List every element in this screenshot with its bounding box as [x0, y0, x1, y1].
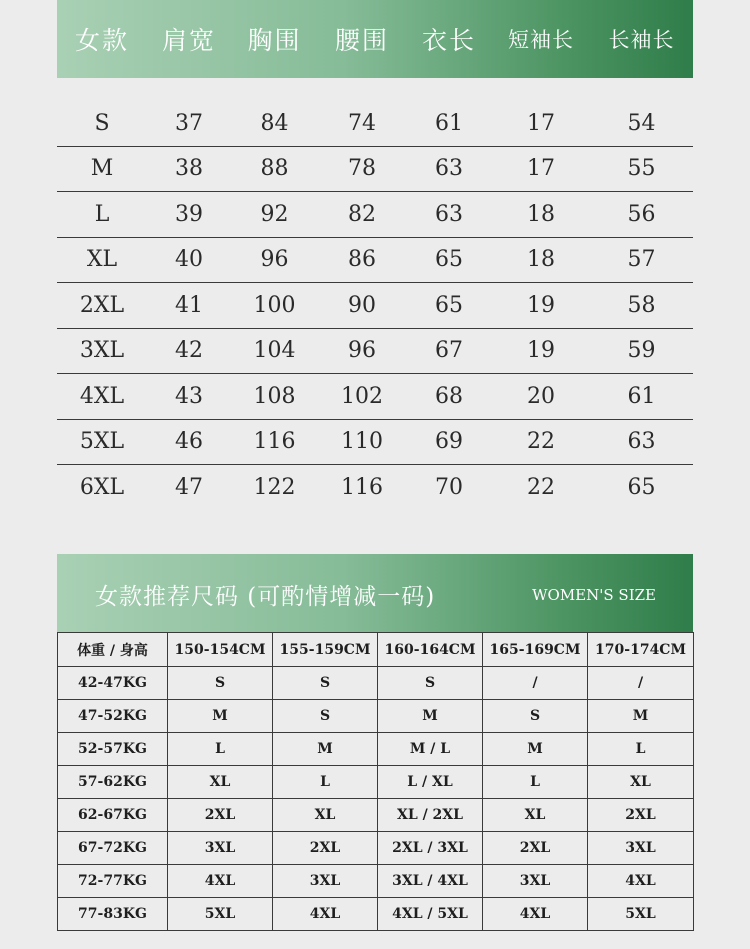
cell-waist: 102	[341, 383, 383, 409]
cell-length: 65	[435, 247, 463, 273]
cell-recommended-size: 2XL / 3XL	[378, 832, 483, 865]
cell-waist: 74	[348, 110, 376, 136]
cell-recommended-size: 3XL	[168, 832, 273, 865]
cell-length: 69	[435, 429, 463, 455]
cell-size: L	[94, 201, 110, 227]
cell-recommended-size: M	[273, 733, 378, 766]
cell-shoulder: 43	[175, 383, 203, 409]
cell-short-sleeve: 22	[527, 429, 555, 455]
cell-recommended-size: XL / 2XL	[378, 799, 483, 832]
cell-waist: 90	[348, 292, 376, 318]
cell-size: M	[90, 156, 114, 182]
size-chart-header	[57, 0, 693, 78]
cell-chest: 104	[253, 338, 296, 364]
cell-recommended-size: 3XL	[273, 865, 378, 898]
cell-recommended-size: 4XL	[168, 865, 273, 898]
size-chart-table	[57, 101, 693, 511]
table-row	[58, 733, 694, 766]
cell-recommended-size: 5XL	[588, 898, 694, 931]
table-row	[57, 329, 693, 375]
cell-recommended-size: /	[483, 667, 588, 700]
cell-weight-range: 62-67KG	[58, 799, 168, 832]
cell-chest: 88	[260, 156, 289, 182]
cell-shoulder: 41	[175, 292, 203, 318]
table-row	[58, 865, 694, 898]
cell-recommended-size: S	[483, 700, 588, 733]
cell-waist: 86	[348, 247, 376, 273]
cell-size: 4XL	[79, 383, 125, 409]
cell-length: 63	[435, 156, 463, 182]
header-height-range: 150-154CM	[168, 633, 273, 667]
cell-weight-range: 67-72KG	[58, 832, 168, 865]
cell-recommended-size: 5XL	[168, 898, 273, 931]
cell-recommended-size: L	[588, 733, 694, 766]
cell-recommended-size: L / XL	[378, 766, 483, 799]
cell-long-sleeve: 54	[627, 110, 656, 136]
cell-long-sleeve: 63	[627, 429, 656, 455]
cell-recommended-size: 2XL	[168, 799, 273, 832]
table-header-row	[58, 633, 694, 667]
cell-length: 61	[435, 110, 463, 136]
cell-recommended-size: 3XL / 4XL	[378, 865, 483, 898]
cell-waist: 82	[348, 201, 376, 227]
cell-recommended-size: M	[483, 733, 588, 766]
cell-short-sleeve: 19	[527, 338, 555, 364]
cell-length: 63	[435, 201, 463, 227]
header-height-range: 160-164CM	[378, 633, 483, 667]
table-row	[58, 766, 694, 799]
cell-length: 67	[435, 338, 463, 364]
cell-shoulder: 38	[175, 156, 203, 182]
table-row	[58, 700, 694, 733]
table-row	[57, 192, 693, 238]
cell-size: 5XL	[79, 429, 125, 455]
cell-shoulder: 39	[175, 201, 203, 227]
cell-recommended-size: XL	[588, 766, 694, 799]
header-waist: 腰围	[334, 26, 389, 55]
cell-shoulder: 42	[175, 338, 203, 364]
cell-weight-range: 42-47KG	[58, 667, 168, 700]
table-row	[57, 101, 693, 147]
cell-long-sleeve: 58	[627, 292, 656, 318]
cell-waist: 116	[341, 475, 383, 501]
cell-recommended-size: L	[273, 766, 378, 799]
cell-recommended-size: L	[483, 766, 588, 799]
header-shoulder: 肩宽	[161, 26, 216, 55]
cell-long-sleeve: 56	[627, 201, 656, 227]
recommendation-header	[57, 554, 693, 632]
cell-weight-range: 72-77KG	[58, 865, 168, 898]
cell-recommended-size: M	[588, 700, 694, 733]
cell-short-sleeve: 20	[527, 383, 555, 409]
cell-recommended-size: S	[168, 667, 273, 700]
cell-recommended-size: L	[168, 733, 273, 766]
cell-shoulder: 46	[175, 429, 203, 455]
cell-chest: 100	[253, 292, 296, 318]
header-chest: 胸围	[247, 26, 302, 55]
table-row	[57, 374, 693, 420]
cell-weight-range: 57-62KG	[58, 766, 168, 799]
header-weight-height: 体重 / 身高	[58, 633, 168, 667]
cell-chest: 96	[260, 247, 289, 273]
header-style: 女款	[74, 26, 129, 55]
cell-recommended-size: M	[378, 700, 483, 733]
cell-recommended-size: 4XL	[588, 865, 694, 898]
header-height-range: 165-169CM	[483, 633, 588, 667]
cell-chest: 116	[253, 429, 296, 455]
recommendation-title: 女款推荐尺码 (可酌情增减一码)	[95, 584, 436, 610]
cell-chest: 108	[253, 383, 296, 409]
cell-short-sleeve: 19	[527, 292, 555, 318]
cell-recommended-size: 3XL	[588, 832, 694, 865]
cell-short-sleeve: 18	[527, 247, 555, 273]
table-row	[58, 898, 694, 931]
cell-recommended-size: M / L	[378, 733, 483, 766]
cell-recommended-size: 4XL	[273, 898, 378, 931]
cell-long-sleeve: 59	[627, 338, 656, 364]
header-long-sleeve: 长袖长	[608, 28, 675, 52]
header-length: 衣长	[421, 26, 476, 55]
cell-long-sleeve: 61	[627, 383, 656, 409]
cell-shoulder: 37	[175, 110, 203, 136]
cell-weight-range: 52-57KG	[58, 733, 168, 766]
cell-recommended-size: 2XL	[483, 832, 588, 865]
cell-recommended-size: /	[588, 667, 694, 700]
recommendation-table	[57, 632, 694, 931]
cell-recommended-size: M	[168, 700, 273, 733]
cell-recommended-size: 2XL	[588, 799, 694, 832]
cell-length: 65	[435, 292, 463, 318]
cell-size: XL	[86, 247, 118, 273]
cell-recommended-size: 2XL	[273, 832, 378, 865]
cell-short-sleeve: 18	[527, 201, 555, 227]
cell-size: 3XL	[79, 338, 125, 364]
cell-weight-range: 47-52KG	[58, 700, 168, 733]
table-row	[57, 147, 693, 193]
cell-waist: 78	[348, 156, 376, 182]
cell-waist: 110	[341, 429, 383, 455]
cell-recommended-size: S	[273, 667, 378, 700]
table-row	[57, 420, 693, 466]
cell-recommended-size: 4XL / 5XL	[378, 898, 483, 931]
table-row	[58, 832, 694, 865]
cell-shoulder: 47	[175, 475, 203, 501]
cell-recommended-size: XL	[168, 766, 273, 799]
cell-recommended-size: 3XL	[483, 865, 588, 898]
cell-chest: 84	[260, 110, 289, 136]
header-height-range: 155-159CM	[273, 633, 378, 667]
table-row	[58, 799, 694, 832]
cell-weight-range: 77-83KG	[58, 898, 168, 931]
cell-short-sleeve: 17	[527, 110, 555, 136]
cell-shoulder: 40	[175, 247, 203, 273]
cell-size: 2XL	[79, 292, 125, 318]
cell-waist: 96	[348, 338, 376, 364]
cell-length: 70	[435, 475, 463, 501]
cell-long-sleeve: 65	[627, 475, 656, 501]
table-row	[57, 238, 693, 284]
cell-long-sleeve: 57	[627, 247, 656, 273]
recommendation-subtitle: WOMEN'S SIZE	[532, 586, 656, 604]
cell-length: 68	[435, 383, 463, 409]
cell-chest: 92	[260, 201, 289, 227]
table-row	[58, 667, 694, 700]
cell-short-sleeve: 22	[527, 475, 555, 501]
cell-recommended-size: XL	[483, 799, 588, 832]
table-row	[57, 283, 693, 329]
table-row	[57, 465, 693, 511]
cell-recommended-size: 4XL	[483, 898, 588, 931]
cell-chest: 122	[253, 475, 296, 501]
cell-recommended-size: S	[378, 667, 483, 700]
cell-recommended-size: S	[273, 700, 378, 733]
header-height-range: 170-174CM	[588, 633, 694, 667]
cell-size: S	[94, 110, 110, 136]
header-short-sleeve: 短袖长	[508, 28, 574, 52]
cell-size: 6XL	[79, 475, 125, 501]
cell-recommended-size: XL	[273, 799, 378, 832]
cell-short-sleeve: 17	[527, 156, 555, 182]
cell-long-sleeve: 55	[627, 156, 656, 182]
